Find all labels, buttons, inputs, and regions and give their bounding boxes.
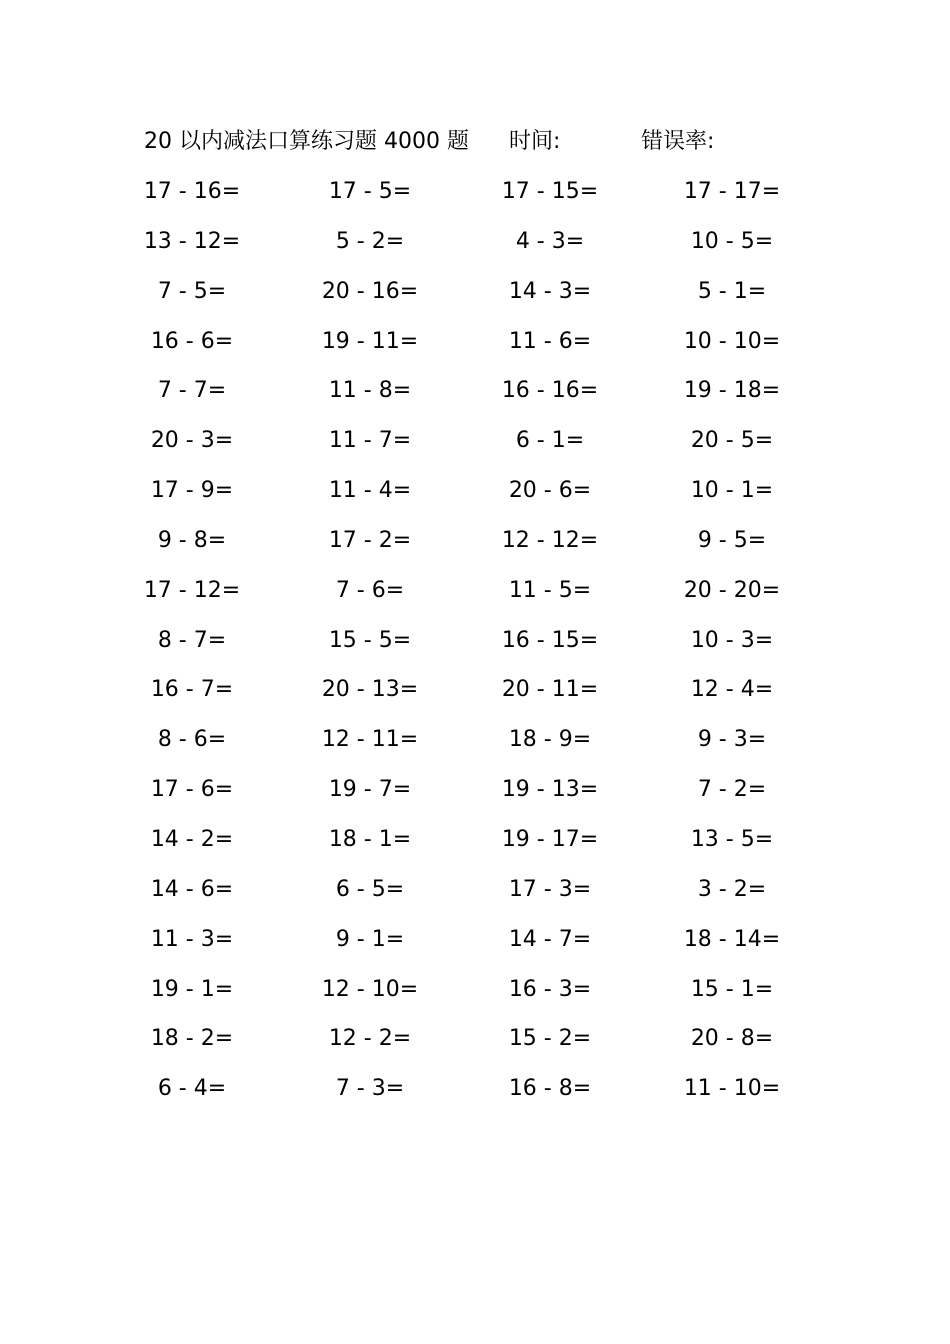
problem-item: 16 - 6= <box>150 328 234 354</box>
problem-item: 14 - 7= <box>508 926 592 952</box>
problem-item: 9 - 5= <box>697 527 767 553</box>
problem-item: 4 - 3= <box>515 228 585 254</box>
problem-row <box>0 222 950 272</box>
problem-item: 17 - 2= <box>328 527 412 553</box>
problem-item: 16 - 8= <box>508 1076 592 1102</box>
problem-item: 17 - 15= <box>501 179 599 204</box>
worksheet-title: 20 以内减法口算练习题 4000 题 <box>144 129 469 154</box>
problem-row <box>0 421 950 471</box>
problem-row <box>0 172 950 222</box>
problem-item: 11 - 8= <box>328 378 412 404</box>
problem-item: 17 - 9= <box>150 478 234 504</box>
problem-item: 19 - 7= <box>328 777 412 803</box>
problem-item: 20 - 20= <box>683 577 781 603</box>
problem-item: 7 - 2= <box>697 777 767 803</box>
error-rate-label: 错误率: <box>641 129 715 154</box>
problem-item: 7 - 7= <box>157 378 227 404</box>
problem-item: 19 - 13= <box>501 777 599 803</box>
problem-item: 5 - 2= <box>335 228 405 254</box>
problem-item: 12 - 10= <box>321 976 419 1002</box>
problem-item: 17 - 12= <box>143 577 241 603</box>
problem-item: 16 - 7= <box>150 677 234 703</box>
problem-grid <box>0 172 950 1119</box>
problem-row <box>0 970 950 1020</box>
problem-row <box>0 820 950 870</box>
problem-item: 14 - 2= <box>150 826 234 852</box>
problem-item: 18 - 9= <box>508 727 592 753</box>
problem-item: 16 - 16= <box>501 378 599 404</box>
problem-item: 6 - 1= <box>515 428 585 454</box>
problem-item: 19 - 18= <box>683 378 781 404</box>
problem-item: 15 - 1= <box>690 976 774 1002</box>
problem-row <box>0 870 950 920</box>
problem-row <box>0 770 950 820</box>
worksheet-header <box>0 124 950 160</box>
problem-row <box>0 272 950 322</box>
problem-row <box>0 720 950 770</box>
problem-item: 20 - 6= <box>508 478 592 504</box>
problem-row <box>0 471 950 521</box>
problem-row <box>0 1019 950 1069</box>
time-label: 时间: <box>509 129 561 154</box>
problem-item: 20 - 8= <box>690 1026 774 1052</box>
problem-item: 5 - 1= <box>697 278 767 304</box>
problem-item: 18 - 1= <box>328 826 412 852</box>
problem-item: 6 - 4= <box>157 1076 227 1102</box>
problem-item: 11 - 5= <box>508 577 592 603</box>
problem-item: 19 - 11= <box>321 328 419 354</box>
problem-item: 20 - 13= <box>321 677 419 703</box>
problem-item: 13 - 5= <box>690 826 774 852</box>
problem-item: 8 - 6= <box>157 727 227 753</box>
problem-item: 16 - 15= <box>501 627 599 653</box>
problem-item: 10 - 10= <box>683 328 781 354</box>
problem-item: 14 - 3= <box>508 278 592 304</box>
problem-item: 8 - 7= <box>157 627 227 653</box>
problem-item: 11 - 7= <box>328 428 412 454</box>
problem-row <box>0 322 950 372</box>
problem-item: 20 - 5= <box>690 428 774 454</box>
problem-item: 17 - 3= <box>508 876 592 902</box>
problem-item: 14 - 6= <box>150 876 234 902</box>
problem-item: 12 - 12= <box>501 527 599 553</box>
problem-item: 12 - 4= <box>690 677 774 703</box>
problem-item: 13 - 12= <box>143 228 241 254</box>
problem-item: 15 - 2= <box>508 1026 592 1052</box>
problem-item: 15 - 5= <box>328 627 412 653</box>
problem-row <box>0 670 950 720</box>
problem-item: 10 - 1= <box>690 478 774 504</box>
problem-row <box>0 571 950 621</box>
problem-item: 18 - 2= <box>150 1026 234 1052</box>
problem-item: 20 - 11= <box>501 677 599 703</box>
problem-row <box>0 521 950 571</box>
problem-item: 7 - 5= <box>157 278 227 304</box>
problem-row <box>0 1069 950 1119</box>
problem-row <box>0 920 950 970</box>
problem-item: 19 - 17= <box>501 826 599 852</box>
problem-item: 17 - 16= <box>143 179 241 204</box>
problem-item: 17 - 6= <box>150 777 234 803</box>
problem-item: 18 - 14= <box>683 926 781 952</box>
problem-item: 16 - 3= <box>508 976 592 1002</box>
problem-item: 19 - 1= <box>150 976 234 1002</box>
problem-item: 17 - 5= <box>328 179 412 204</box>
problem-item: 11 - 6= <box>508 328 592 354</box>
problem-item: 12 - 2= <box>328 1026 412 1052</box>
problem-row <box>0 371 950 421</box>
problem-item: 11 - 4= <box>328 478 412 504</box>
problem-row <box>0 621 950 671</box>
problem-item: 12 - 11= <box>321 727 419 753</box>
problem-item: 20 - 3= <box>150 428 234 454</box>
problem-item: 10 - 3= <box>690 627 774 653</box>
problem-item: 7 - 6= <box>335 577 405 603</box>
problem-item: 7 - 3= <box>335 1076 405 1102</box>
problem-item: 11 - 10= <box>683 1076 781 1102</box>
problem-item: 20 - 16= <box>321 278 419 304</box>
problem-item: 9 - 8= <box>157 527 227 553</box>
problem-item: 17 - 17= <box>683 179 781 204</box>
problem-item: 10 - 5= <box>690 228 774 254</box>
problem-item: 3 - 2= <box>697 876 767 902</box>
problem-item: 9 - 1= <box>335 926 405 952</box>
problem-item: 6 - 5= <box>335 876 405 902</box>
problem-item: 11 - 3= <box>150 926 234 952</box>
problem-item: 9 - 3= <box>697 727 767 753</box>
